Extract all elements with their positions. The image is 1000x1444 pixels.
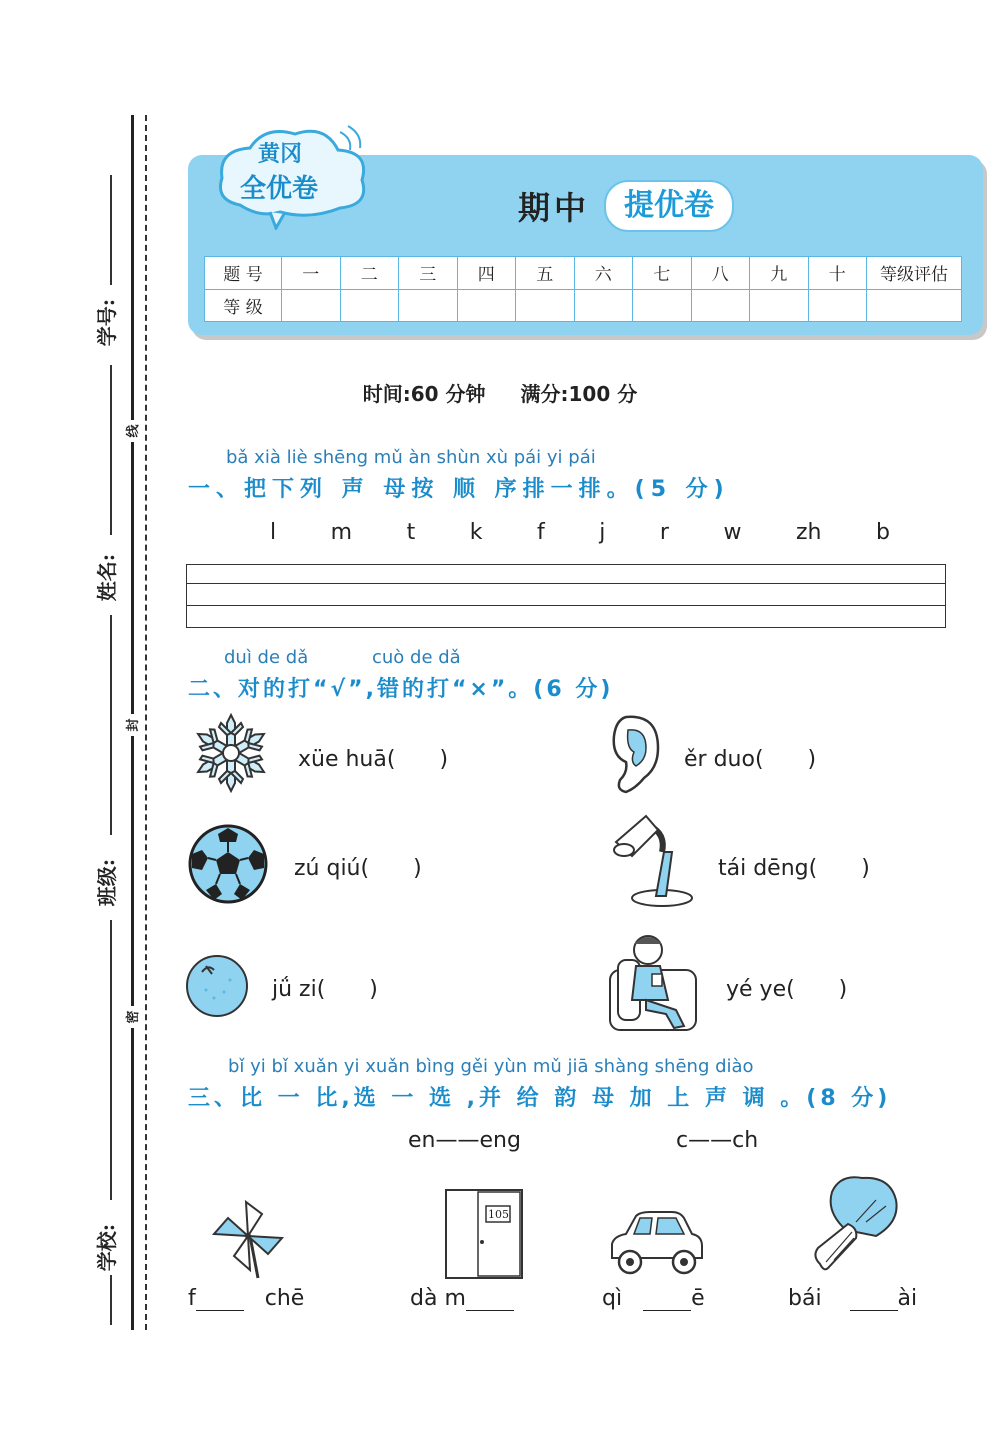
q2-pinyin-correct: duì de dǎ [224, 647, 309, 668]
page-title: 期中 [518, 189, 591, 227]
letter: w [723, 520, 742, 545]
pinwheel-icon [206, 1196, 290, 1280]
letter: l [270, 520, 277, 545]
q3-word-suffix: chē [264, 1286, 305, 1311]
score-header-cell: 六 [574, 257, 633, 290]
grade-cell[interactable] [808, 289, 867, 322]
car-icon [606, 1208, 706, 1278]
side-label-student-id: 学号: [95, 298, 120, 347]
grade-cell[interactable] [867, 289, 962, 322]
q3-blank[interactable] [466, 1288, 514, 1311]
letter: r [659, 520, 669, 545]
score-header-cell: 九 [750, 257, 809, 290]
q3-word-prefix: qì [602, 1286, 623, 1311]
seal-mark-secret: 密 [123, 1006, 145, 1028]
q3-word-prefix: dà m [410, 1286, 466, 1311]
letter: j [599, 520, 606, 545]
q3-word-prefix: bái [788, 1286, 822, 1311]
score-header-cell: 三 [399, 257, 458, 290]
grade-cell[interactable] [399, 289, 458, 322]
letter: f [537, 520, 545, 545]
q3-word-cabbage[interactable] [788, 1286, 917, 1311]
letter: k [469, 520, 483, 545]
score-header-cell: 四 [457, 257, 516, 290]
score-header-cell: 一 [282, 257, 341, 290]
exam-full-score: 满分:100 分 [520, 382, 638, 406]
q3-word-prefix: f [188, 1286, 196, 1311]
q3-word-suffix: ē [691, 1286, 705, 1311]
grade-cell[interactable] [457, 289, 516, 322]
q3-pair-c-ch: c——ch [676, 1128, 759, 1153]
desk-lamp-icon [606, 812, 696, 912]
q2-item-orange[interactable]: jǘ zi( ) [272, 977, 378, 1002]
grade-cell[interactable] [633, 289, 692, 322]
ear-icon [606, 712, 666, 796]
letter: zh [796, 520, 822, 545]
q2-item-lamp[interactable]: tái dēng( ) [718, 856, 870, 881]
grandpa-icon [606, 930, 700, 1036]
grade-cell[interactable] [282, 289, 341, 322]
seal-mark-seal: 封 [123, 714, 145, 736]
score-header-cell: 十 [808, 257, 867, 290]
logo-text-bottom: 全优卷 [240, 174, 319, 204]
score-header-cell: 题 号 [205, 257, 282, 290]
q2-pinyin-wrong: cuò de dǎ [372, 647, 461, 668]
exam-meta [0, 378, 1000, 407]
q2-item-snowflake[interactable]: xüe huā( ) [298, 747, 449, 772]
orange-icon [184, 952, 250, 1018]
binding-line-dashed [145, 115, 147, 1330]
soccer-ball-icon [186, 824, 270, 904]
door-icon [444, 1188, 524, 1280]
grade-cell[interactable] [691, 289, 750, 322]
side-line [110, 615, 112, 835]
q3-pair-en-eng: en——eng [408, 1128, 521, 1153]
q1-heading: 一、把下列 声 母按 顺 序排一排。(5 分) [188, 477, 730, 502]
seal-mark-line: 线 [123, 420, 145, 442]
q3-blank[interactable] [643, 1288, 691, 1311]
cabbage-icon [806, 1172, 902, 1278]
letter: m [330, 520, 353, 545]
q1-pinyin: bǎ xià liè shēng mǔ àn shùn xù pái yi pái [226, 447, 596, 468]
letter: b [876, 520, 890, 545]
q2-item-ear[interactable]: ěr duo( ) [684, 747, 817, 772]
grade-cell[interactable] [340, 289, 399, 322]
grade-cell[interactable] [750, 289, 809, 322]
score-table [204, 256, 962, 322]
page-title-badge: 提优卷 [604, 180, 734, 232]
letter: t [406, 520, 416, 545]
grade-label-cell: 等 级 [205, 289, 282, 322]
grade-cell[interactable] [516, 289, 575, 322]
score-header-cell: 等级评估 [867, 257, 962, 290]
side-label-school: 学校: [95, 1223, 120, 1272]
q1-writing-lines[interactable] [186, 564, 946, 628]
q3-pinyin: bǐ yi bǐ xuǎn yi xuǎn bìng gěi yùn mǔ jiā shàng shēng diào [228, 1056, 754, 1077]
snowflake-icon [186, 712, 276, 794]
side-line [110, 175, 112, 285]
q3-word-suffix: ài [897, 1286, 918, 1311]
score-header-cell: 八 [691, 257, 750, 290]
q3-word-pinwheel[interactable] [188, 1286, 304, 1311]
q3-heading: 三、比 一 比,选 一 选 ,并 给 韵 母 加 上 声 调 。(8 分) [188, 1086, 892, 1111]
side-label-class: 班级: [95, 858, 120, 907]
side-line [110, 1275, 112, 1325]
score-header-cell: 五 [516, 257, 575, 290]
exam-time: 时间:60 分钟 [362, 382, 486, 406]
score-header-cell: 二 [340, 257, 399, 290]
q2-heading: 二、对的打“√”,错的打“×”。(6 分) [188, 677, 614, 702]
q3-word-door[interactable] [410, 1286, 514, 1311]
side-label-name: 姓名: [95, 553, 120, 602]
side-line [110, 920, 112, 1200]
q1-letters [270, 520, 890, 545]
q3-blank[interactable] [850, 1288, 898, 1311]
grade-cell[interactable] [574, 289, 633, 322]
q3-blank[interactable] [196, 1288, 244, 1311]
score-header-cell: 七 [633, 257, 692, 290]
q3-word-car[interactable] [602, 1286, 705, 1311]
door-number: 105 [488, 1208, 509, 1221]
logo-text-top: 黄冈 [258, 142, 303, 167]
q2-item-grandpa[interactable]: yé ye( ) [726, 977, 848, 1002]
q2-item-soccer[interactable]: zú qiú( ) [294, 856, 422, 881]
